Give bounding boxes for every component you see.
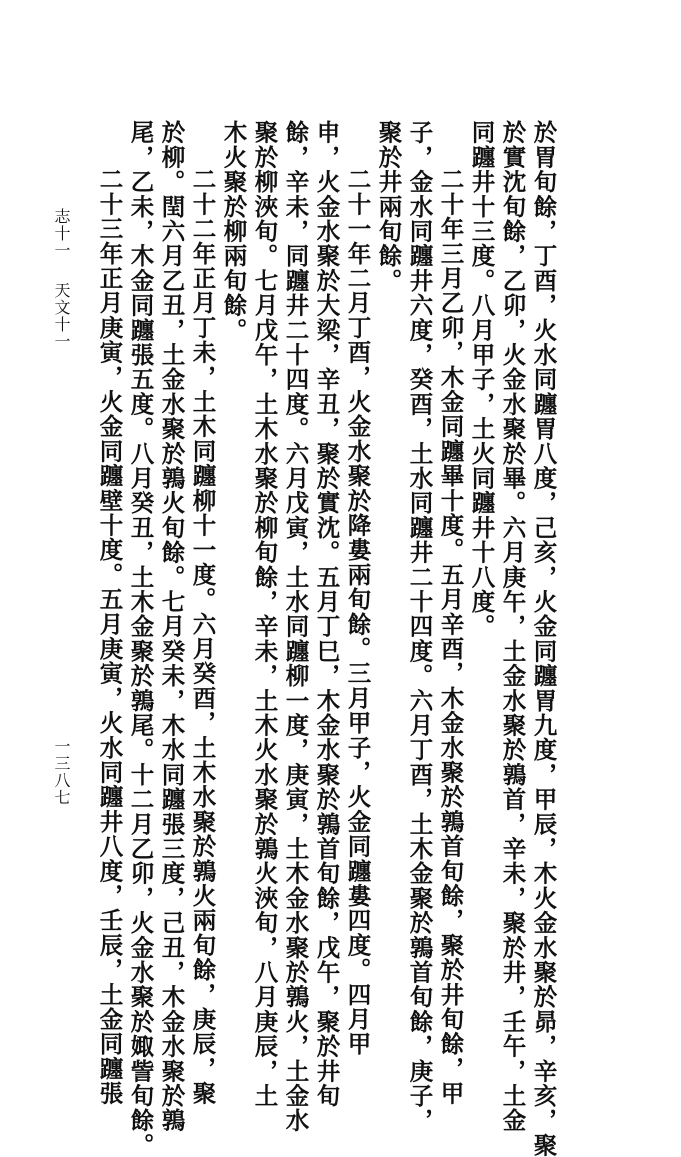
text-column-7: 二十一年二月丁酉，火金水聚於降婁兩旬餘。三月甲子，火金同躔婁四度。四月甲 [343,167,372,1057]
text-column-12: 二十二年正月丁未，土木同躔柳十一度。六月癸酉，土木水聚於鶉火兩旬餘，庚辰，聚 [188,167,217,1106]
text-column-10: 聚於柳浹旬。七月戊午，土木水聚於柳旬餘，辛未，土木火水聚於鶉火浹旬，八月庚辰，土 [250,120,279,1108]
text-column-2: 於實沈旬餘，乙卯，火金水聚於畢。六月庚午，土金水聚於鶉首，辛未，聚於井，壬午，土金 [498,120,527,1133]
page-number: 一三八七 [52,738,71,806]
text-column-4: 二十年三月乙卯，木金同躔畢十度。五月辛酉，木金水聚於鶉首旬餘，聚於井旬餘，甲 [436,167,465,1106]
running-head-section: 志十一 [52,208,71,259]
text-column-3: 同躔井十三度。八月甲子，土火同躔井十八度。 [467,120,496,639]
text-column-14: 尾，乙未，木金同躔張五度。八月癸丑，土木金聚於鶉尾。十二月乙卯，火金水聚於娵訾旬餘。 [126,120,155,1157]
running-head-chapter: 天文十一 [52,282,71,350]
text-column-11: 木火聚於柳兩旬餘。 [219,120,248,343]
text-column-13: 於柳。閏六月乙丑，土金水聚於鶉火旬餘。七月癸未，木水同躔張三度，己丑，木金水聚於鶉 [157,120,186,1133]
text-column-15: 二十三年正月庚寅，火金同躔壁十度。五月庚寅，火水同躔井八度，壬辰，土金同躔張 [95,167,124,1106]
text-column-8: 申，火金水聚於大梁，辛丑，聚於實沈。五月丁巳，木金水聚於鶉首旬餘，戊午，聚於井旬 [312,120,341,1108]
text-column-1: 於胃旬餘，丁酉，火水同躔胃八度，己亥，火金同躔胃九度，甲辰，木火金水聚於昴，辛亥，聚 [529,120,558,1157]
text-column-5: 子，金水同躔井六度，癸酉，土水同躔井二十四度。六月丁酉，土木金聚於鶉首旬餘，庚子， [405,120,434,1133]
text-column-9: 餘，辛未，同躔井二十四度。六月戊寅，土水同躔柳一度，庚寅，土木金水聚於鶉火，土金水 [281,120,310,1133]
text-column-6: 聚於井兩旬餘。 [374,120,403,293]
